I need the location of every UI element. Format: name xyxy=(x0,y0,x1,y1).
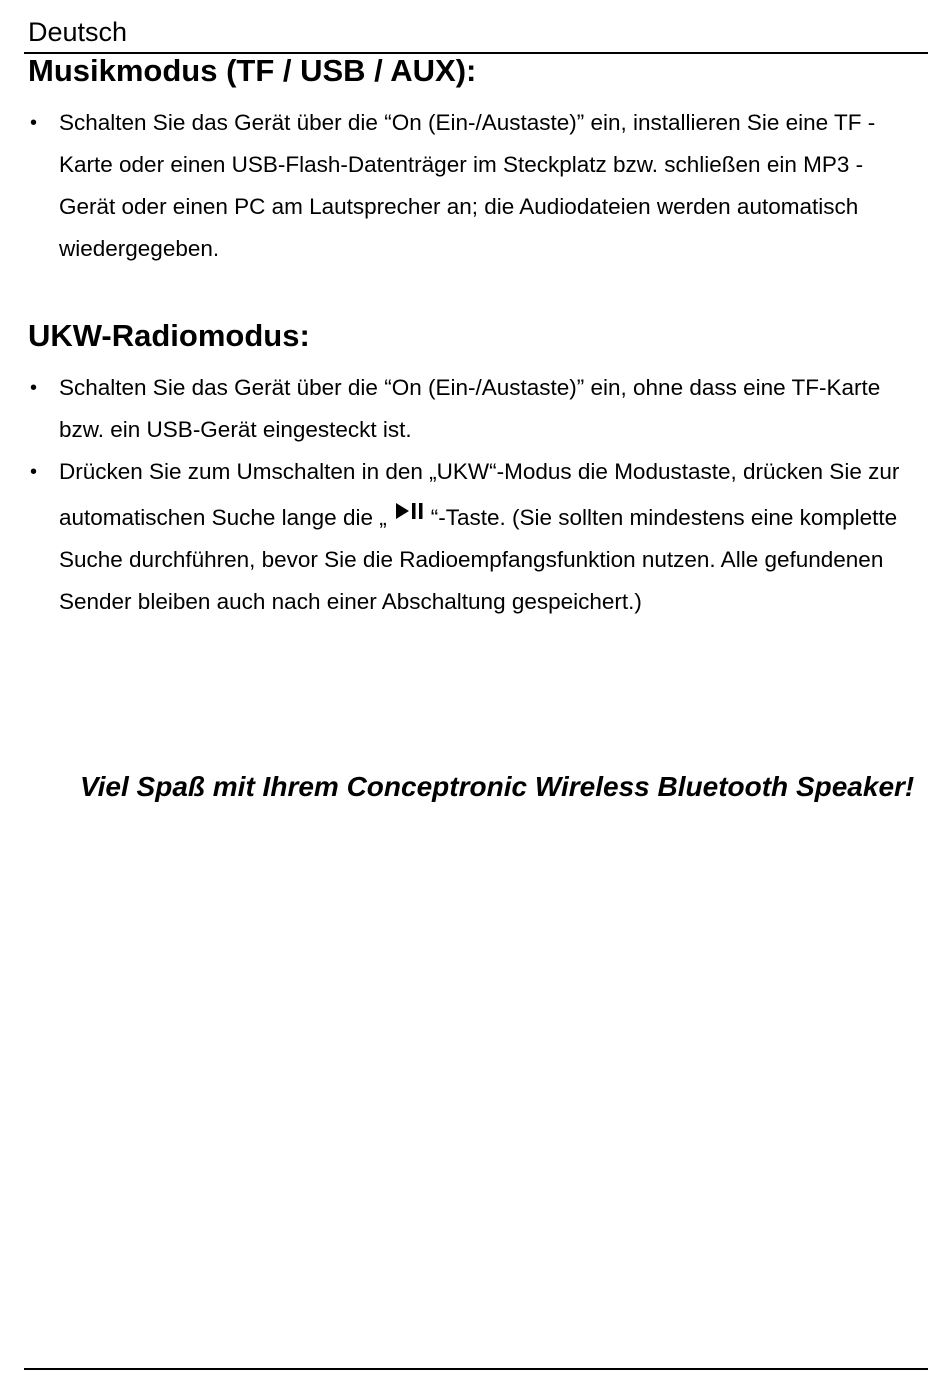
list-item-text-before: Drücken Sie zum Umschalten in den „UKW“-Modus die Modustaste, drücken Sie zur automatischen Suche lange die „ xyxy=(59,459,900,530)
music-mode-heading: Musikmodus (TF / USB / AUX): xyxy=(28,53,477,88)
closing-message: Viel Spaß mit Ihrem Conceptronic Wireless Bluetooth Speaker! xyxy=(80,771,915,802)
bullet-icon: • xyxy=(30,112,38,134)
list-item-text: Schalten Sie das Gerät über die “On (Ein-/Austaste)” ein, installieren Sie eine TF -Karte oder einen USB-Flash-Datenträger im Steckplatz bzw. schließen ein MP3 -Gerät oder einen PC am Lautsprecher an; die Audiodateien werden automatisch wiedergegeben. xyxy=(59,110,876,261)
bullet-icon: • xyxy=(30,461,38,483)
footer-divider xyxy=(24,1368,928,1370)
play-pause-icon xyxy=(395,493,425,535)
list-item xyxy=(28,451,908,623)
page-header xyxy=(24,14,928,54)
music-mode-list xyxy=(28,102,908,270)
list-item-text: Schalten Sie das Gerät über die “On (Ein-/Austaste)” ein, ohne dass eine TF-Karte bzw. ein USB-Gerät eingesteckt ist. xyxy=(59,375,881,442)
list-item xyxy=(28,367,908,451)
fm-mode-list xyxy=(28,367,908,623)
bullet-icon: • xyxy=(30,377,38,399)
fm-mode-heading: UKW-Radiomodus: xyxy=(28,318,310,353)
list-item xyxy=(28,102,908,270)
language-label: Deutsch xyxy=(28,17,128,47)
list-item-text-after: “-Taste. (Sie sollten mindestens eine komplette Suche durchführen, bevor Sie die Radioempfangsfunktion nutzen. Alle gefundenen Sender bleiben auch nach einer Abschaltung gespeichert.) xyxy=(59,505,898,614)
